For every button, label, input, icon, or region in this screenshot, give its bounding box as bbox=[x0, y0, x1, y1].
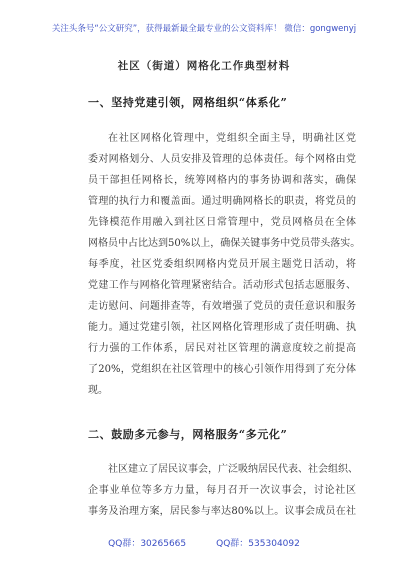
paragraph-line: 管理的执行力和覆盖面。通过明确网格长的职责，将党员的 bbox=[88, 196, 356, 207]
paragraph-line: 走访慰问、问题排查等，有效增强了党员的责任意识和服务 bbox=[88, 301, 356, 312]
promo-banner: 关注头条号“公文研究”，获得最新最全最专业的公文资料库！ 微信：gongwenyj bbox=[51, 24, 357, 34]
paragraph-line: 在社区网格化管理中，党组织全面主导，明确社区党 bbox=[108, 133, 356, 144]
paragraph-line: 社区建立了居民议事会，广泛吸纳居民代表、社会组织、 bbox=[108, 464, 358, 475]
paragraph-line: 先锋模范作用融入到社区日常管理中，党员网格员在全体 bbox=[88, 217, 356, 228]
section-2-paragraph bbox=[88, 459, 356, 522]
document-title: 社区（街道）网格化工作典型材料 bbox=[117, 60, 291, 72]
paragraph-line: 企事业单位等多方力量，每月召开一次议事会，讨论社区 bbox=[88, 485, 356, 496]
paragraph-line: 行力强的工作体系，居民对社区管理的满意度较之前提高 bbox=[88, 343, 356, 354]
paragraph-line: 能力。通过党建引领，社区网格化管理形成了责任明确、执 bbox=[88, 322, 356, 333]
paragraph-line: 网格员中占比达到50%以上，确保关键事务中党员带头落实。 bbox=[88, 238, 361, 249]
paragraph-line: 了20%，党组织在社区管理中的核心引领作用得到了充分体 bbox=[88, 364, 356, 375]
paragraph-line: 员干部担任网格长，统筹网格内的事务协调和落实，确保 bbox=[88, 175, 356, 186]
qq-group-1: QQ群：30265665 bbox=[108, 539, 187, 549]
paragraph-line: 事务及治理方案，居民参与率达80%以上。议事会成员在社 bbox=[88, 506, 356, 517]
paragraph-line: 现。 bbox=[88, 385, 108, 396]
paragraph-line: 委对网格划分、人员安排及管理的总体责任。每个网格由党 bbox=[88, 154, 356, 165]
paragraph-line: 每季度，社区党委组织网格内党员开展主题党日活动，将 bbox=[88, 259, 356, 270]
page-footer bbox=[0, 536, 408, 549]
section-heading-2: 二、鼓励多元参与，网格服务“多元化” bbox=[88, 428, 288, 441]
qq-group-2: QQ群：535304092 bbox=[216, 539, 300, 549]
section-heading-1: 一、坚持党建引领，网格组织“体系化” bbox=[88, 96, 288, 109]
paragraph-line: 党建工作与网格化管理紧密结合。活动形式包括志愿服务、 bbox=[88, 280, 356, 291]
section-1-paragraph bbox=[88, 128, 361, 401]
